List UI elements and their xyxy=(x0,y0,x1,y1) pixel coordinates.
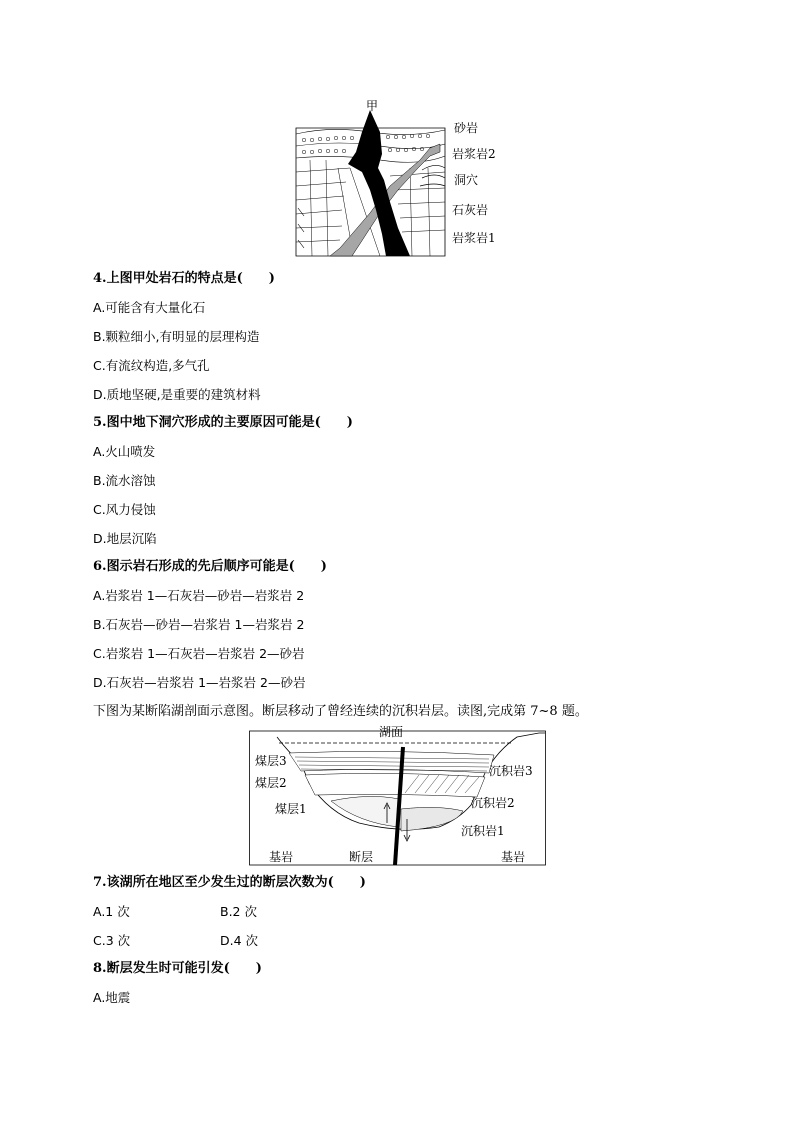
label-limestone: 石灰岩 xyxy=(452,203,489,217)
q5-option-d: D.地层沉陷 xyxy=(93,531,157,546)
q5-option-b: B.流水溶蚀 xyxy=(93,473,156,488)
q6-option-c: C.岩浆岩 1—石灰岩—岩浆岩 2—砂岩 xyxy=(93,646,305,661)
q7-option-d: D.4 次 xyxy=(220,933,259,948)
fault-lake-cross-section-figure xyxy=(249,723,547,868)
label-coal-1: 煤层1 xyxy=(275,802,307,816)
label-fault: 断层 xyxy=(349,850,374,864)
label-bedrock-left: 基岩 xyxy=(269,850,294,864)
label-magma-1: 岩浆岩1 xyxy=(452,231,496,245)
label-sediment-1: 沉积岩1 xyxy=(461,824,505,838)
label-sediment-2: 沉积岩2 xyxy=(471,796,515,810)
q6-option-a: A.岩浆岩 1—石灰岩—砂岩—岩浆岩 2 xyxy=(93,588,305,603)
question-8: 8.断层发生时可能引发( ) xyxy=(93,961,262,976)
q4-option-a: A.可能含有大量化石 xyxy=(93,300,206,315)
q7-option-a: A.1 次 xyxy=(93,904,130,919)
q5-option-a: A.火山喷发 xyxy=(93,444,156,459)
q4-option-b: B.颗粒细小,有明显的层理构造 xyxy=(93,329,260,344)
q7-option-b: B.2 次 xyxy=(220,904,257,919)
question-7: 7.该湖所在地区至少发生过的断层次数为( ) xyxy=(93,875,366,890)
q8-option-a: A.地震 xyxy=(93,990,131,1005)
q4-option-c: C.有流纹构造,多气孔 xyxy=(93,358,210,373)
label-bedrock-right: 基岩 xyxy=(501,850,526,864)
label-coal-2: 煤层2 xyxy=(255,776,287,790)
label-sediment-3: 沉积岩3 xyxy=(489,764,533,778)
label-sandstone: 砂岩 xyxy=(454,121,479,135)
label-coal-3: 煤层3 xyxy=(255,754,287,768)
q7-option-c: C.3 次 xyxy=(93,933,131,948)
label-cave: 洞穴 xyxy=(454,173,479,187)
rock-cross-section-figure xyxy=(290,98,510,260)
q6-option-d: D.石灰岩—岩浆岩 1—岩浆岩 2—砂岩 xyxy=(93,675,306,690)
label-magma-2: 岩浆岩2 xyxy=(452,147,496,161)
intro-text: 下图为某断陷湖剖面示意图。断层移动了曾经连续的沉积岩层。读图,完成第 7~8 题。 xyxy=(93,704,588,719)
question-5: 5.图中地下洞穴形成的主要原因可能是( ) xyxy=(93,415,353,430)
q5-option-c: C.风力侵蚀 xyxy=(93,502,156,517)
label-lake-surface: 湖面 xyxy=(379,725,404,739)
question-4: 4.上图甲处岩石的特点是( ) xyxy=(93,271,275,286)
question-6: 6.图示岩石形成的先后顺序可能是( ) xyxy=(93,559,327,574)
label-jia: 甲 xyxy=(366,99,379,113)
q4-option-d: D.质地坚硬,是重要的建筑材料 xyxy=(93,387,261,402)
q6-option-b: B.石灰岩—砂岩—岩浆岩 1—岩浆岩 2 xyxy=(93,617,305,632)
